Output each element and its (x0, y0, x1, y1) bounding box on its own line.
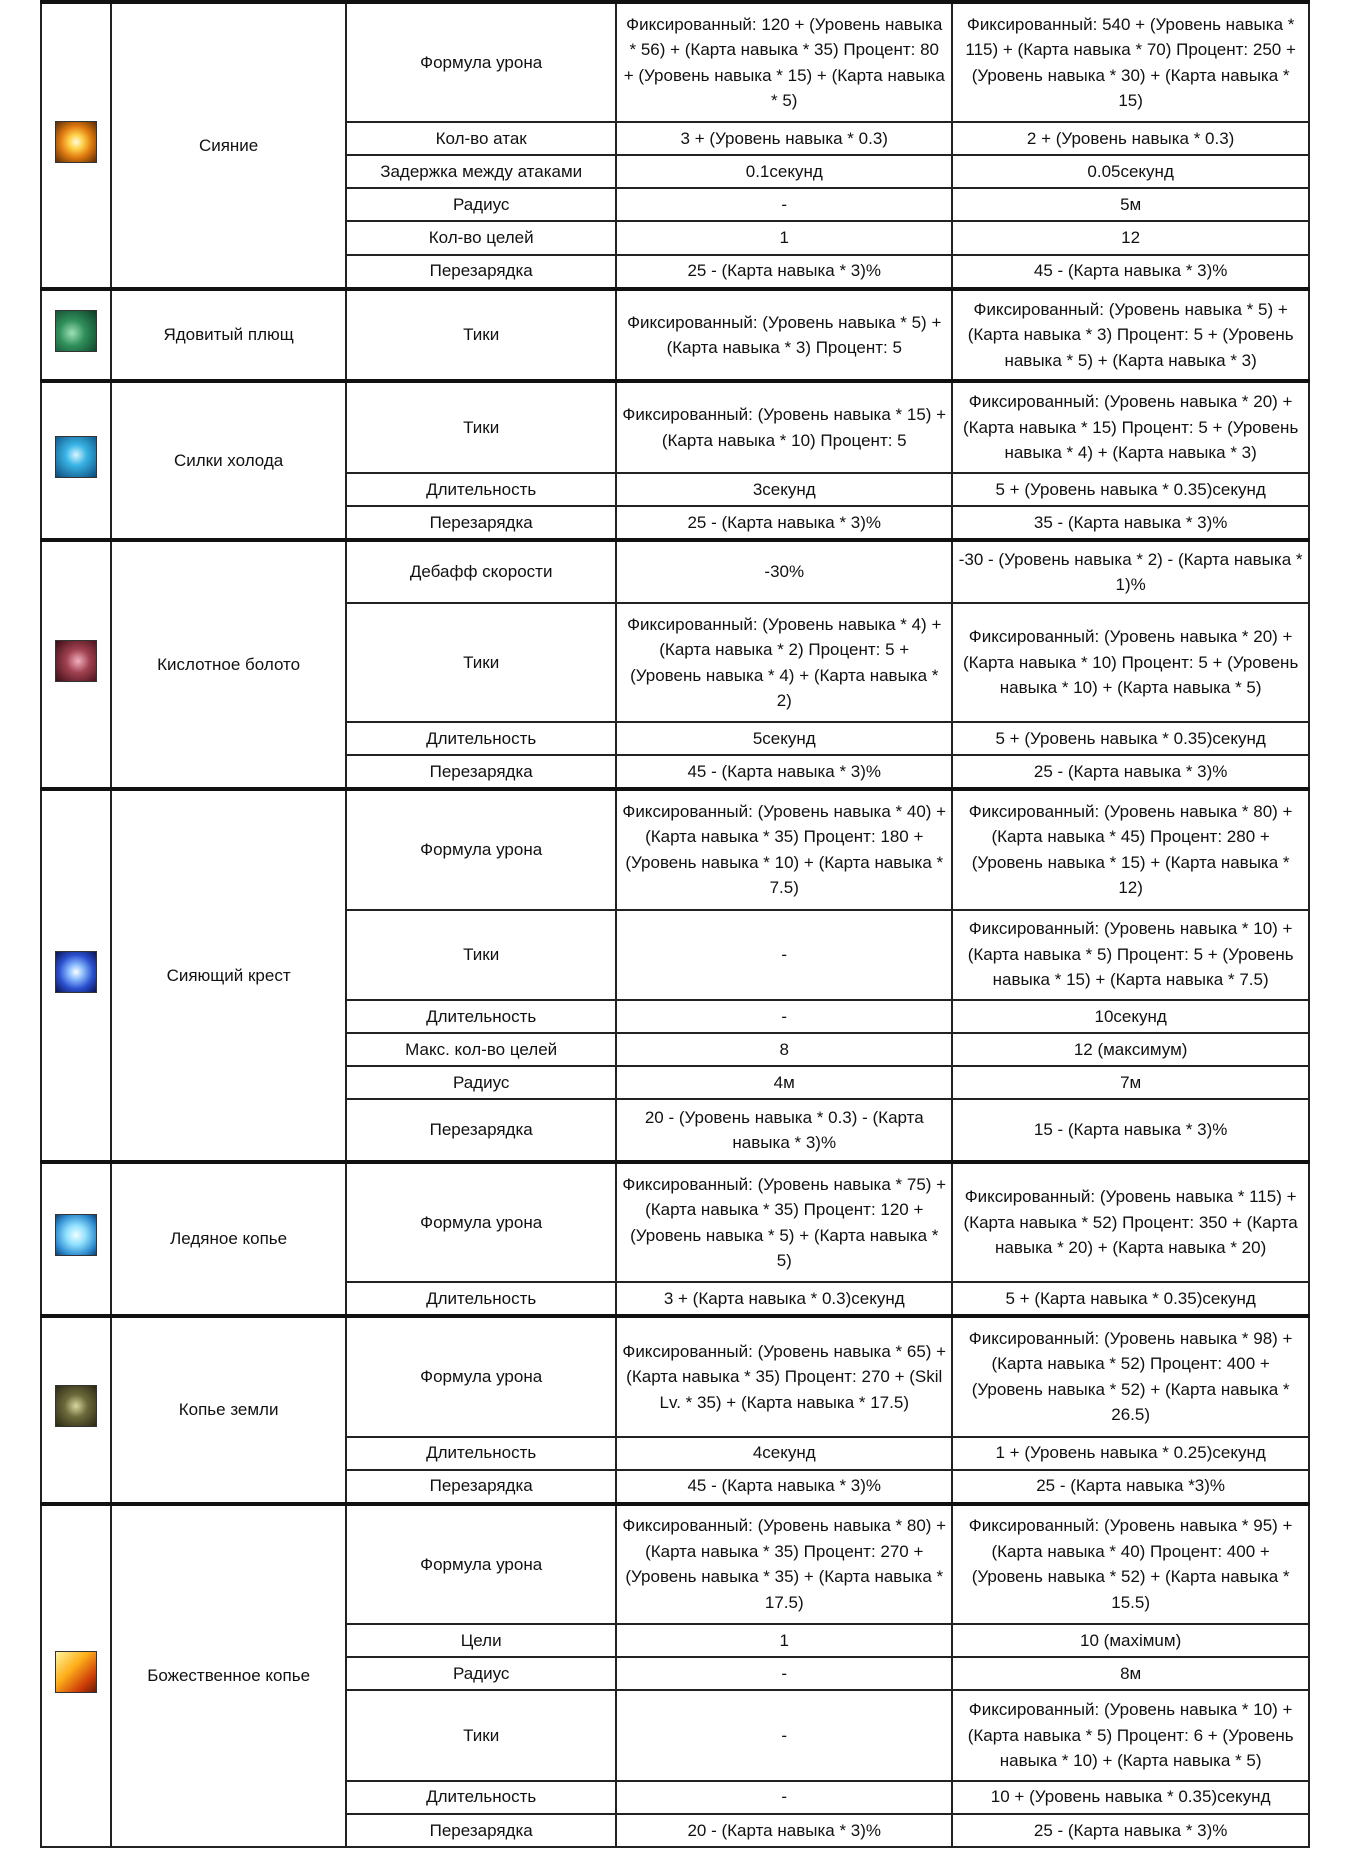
skill-name: Копье земли (111, 1316, 346, 1503)
skill-value-base: - (616, 1781, 952, 1814)
skill-value-enhanced: Фиксированный: (Уровень навыка * 20) + (Карта навыка * 15) Процент: 5 + (Уровень навыка * 4) + (Карта навыка * 3) (952, 381, 1309, 472)
skill-param: Радиус (346, 1657, 616, 1690)
skill-value-base: 3 + (Карта навыка * 0.3)секунд (616, 1282, 952, 1316)
skill-value-enhanced: 5 + (Уровень навыка * 0.35)секунд (952, 722, 1309, 755)
skill-icon-cell (41, 1162, 111, 1316)
table-row (41, 1316, 1309, 1436)
skill-param: Перезарядка (346, 1099, 616, 1162)
skill-value-base: Фиксированный: (Уровень навыка * 75) + (Карта навыка * 35) Процент: 120 + (Уровень навыка * 5) + (Карта навыка * 5) (616, 1162, 952, 1282)
skill-param: Тики (346, 381, 616, 472)
skill-param: Макс. кол-во целей (346, 1033, 616, 1066)
skill-value-base: Фиксированный: (Уровень навыка * 5) + (Карта навыка * 3) Процент: 5 (616, 289, 952, 382)
skill-param: Длительность (346, 1282, 616, 1316)
skill-param: Перезарядка (346, 506, 616, 540)
skill-value-enhanced: 10 + (Уровень навыка * 0.35)секунд (952, 1781, 1309, 1814)
skill-value-enhanced: Фиксированный: (Уровень навыка * 80) + (Карта навыка * 45) Процент: 280 + (Уровень навыка * 15) + (Карта навыка * 12) (952, 789, 1309, 909)
skill-param: Цели (346, 1624, 616, 1657)
skill-value-base: 20 - (Карта навыка * 3)% (616, 1814, 952, 1847)
skill-param: Формула урона (346, 1504, 616, 1624)
acid-swamp-icon (55, 640, 97, 682)
skill-param: Формула урона (346, 1162, 616, 1282)
skill-value-enhanced: 10секунд (952, 1000, 1309, 1033)
skill-name: Ледяное копье (111, 1162, 346, 1316)
skill-value-enhanced: 5 + (Уровень навыка * 0.35)секунд (952, 473, 1309, 506)
skill-param: Формула урона (346, 2, 616, 122)
skill-value-enhanced: 10 (махімuм) (952, 1624, 1309, 1657)
skill-value-base: 8 (616, 1033, 952, 1066)
skill-icon-cell (41, 381, 111, 540)
skill-value-enhanced: 25 - (Карта навыка * 3)% (952, 755, 1309, 789)
skill-value-base: 25 - (Карта навыка * 3)% (616, 506, 952, 540)
skill-value-enhanced: Фиксированный: (Уровень навыка * 20) + (Карта навыка * 10) Процент: 5 + (Уровень навыка * 10) + (Карта навыка * 5) (952, 603, 1309, 722)
table-row (41, 789, 1309, 909)
skill-param: Формула урона (346, 1316, 616, 1436)
skill-icon-cell (41, 540, 111, 789)
skill-value-enhanced: Фиксированный: (Уровень навыка * 98) + (Карта навыка * 52) Процент: 400 + (Уровень навыка * 52) + (Карта навыка * 26.5) (952, 1316, 1309, 1436)
skill-value-enhanced: 25 - (Карта навыка * 3)% (952, 1814, 1309, 1847)
skill-param: Кол-во атак (346, 122, 616, 155)
skill-value-enhanced: 8м (952, 1657, 1309, 1690)
table-row (41, 1504, 1309, 1624)
skill-value-base: Фиксированный: (Уровень навыка * 4) + (Карта навыка * 2) Процент: 5 + (Уровень навыка * 4) + (Карта навыка * 2) (616, 603, 952, 722)
skill-icon-cell (41, 1504, 111, 1847)
skill-param: Перезарядка (346, 755, 616, 789)
skill-value-base: -30% (616, 540, 952, 603)
skill-value-base: Фиксированный: (Уровень навыка * 80) + (Карта навыка * 35) Процент: 270 + (Уровень навыка * 35) + (Карта навыка * 17.5) (616, 1504, 952, 1624)
skill-value-enhanced: 5 + (Карта навыка * 0.35)секунд (952, 1282, 1309, 1316)
skill-value-enhanced: 12 (максимум) (952, 1033, 1309, 1066)
skill-param: Тики (346, 289, 616, 382)
skill-param: Перезарядка (346, 1814, 616, 1847)
skill-param: Длительность (346, 1000, 616, 1033)
skill-value-base: Фиксированный: (Уровень навыка * 65) + (Карта навыка * 35) Процент: 270 + (Skil Lv. * 35) + (Карта навыка * 17.5) (616, 1316, 952, 1436)
skill-value-enhanced: Фиксированный: (Уровень навыка * 95) + (Карта навыка * 40) Процент: 400 + (Уровень навыка * 52) + (Карта навыка * 15.5) (952, 1504, 1309, 1624)
skill-icon-cell (41, 2, 111, 289)
skill-stats-body (41, 2, 1309, 1847)
skill-value-base: Фиксированный: 120 + (Уровень навыка * 56) + (Карта навыка * 35) Процент: 80 + (Уровень навыка * 15) + (Карта навыка * 5) (616, 2, 952, 122)
skill-value-base: - (616, 910, 952, 1000)
skill-value-base: 45 - (Карта навыка * 3)% (616, 755, 952, 789)
skill-param: Формула урона (346, 789, 616, 909)
skill-value-enhanced: -30 - (Уровень навыка * 2) - (Карта навыка * 1)% (952, 540, 1309, 603)
frost-snare-icon (55, 436, 97, 478)
skill-value-base: 1 (616, 1624, 952, 1657)
radiant-cross-icon (55, 951, 97, 993)
skill-name: Кислотное болото (111, 540, 346, 789)
skill-param: Длительность (346, 473, 616, 506)
skill-value-base: Фиксированный: (Уровень навыка * 15) + (Карта навыка * 10) Процент: 5 (616, 381, 952, 472)
ice-spear-icon (55, 1214, 97, 1256)
skill-value-enhanced: Фиксированный: (Уровень навыка * 115) + (Карта навыка * 52) Процент: 350 + (Карта навыка * 20) + (Карта навыка * 20) (952, 1162, 1309, 1282)
skill-value-base: 20 - (Уровень навыка * 0.3) - (Карта навыка * 3)% (616, 1099, 952, 1162)
skill-param: Тики (346, 910, 616, 1000)
skill-value-base: - (616, 1000, 952, 1033)
poison-ivy-icon (55, 310, 97, 352)
skill-value-base: 3секунд (616, 473, 952, 506)
skill-value-base: - (616, 1657, 952, 1690)
skill-value-enhanced: 45 - (Карта навыка * 3)% (952, 255, 1309, 289)
skill-param: Дебафф скорости (346, 540, 616, 603)
skill-value-enhanced: 7м (952, 1066, 1309, 1099)
skill-value-base: 4м (616, 1066, 952, 1099)
skill-name: Сияние (111, 2, 346, 289)
skill-name: Ядовитый плющ (111, 289, 346, 382)
skill-value-base: - (616, 1690, 952, 1780)
earth-spear-icon (55, 1385, 97, 1427)
table-row (41, 289, 1309, 382)
skill-value-base: Фиксированный: (Уровень навыка * 40) + (Карта навыка * 35) Процент: 180 + (Уровень навыка * 10) + (Карта навыка * 7.5) (616, 789, 952, 909)
skill-value-base: 25 - (Карта навыка * 3)% (616, 255, 952, 289)
skill-icon-cell (41, 289, 111, 382)
skill-param: Радиус (346, 1066, 616, 1099)
skill-param: Длительность (346, 1781, 616, 1814)
skill-param: Кол-во целей (346, 221, 616, 254)
skill-value-enhanced: 0.05секунд (952, 155, 1309, 188)
skill-param: Тики (346, 1690, 616, 1780)
skill-value-enhanced: 1 + (Уровень навыка * 0.25)секунд (952, 1437, 1309, 1470)
skill-value-enhanced: 25 - (Карта навыка *3)% (952, 1470, 1309, 1504)
skill-value-enhanced: Фиксированный: (Уровень навыка * 10) + (Карта навыка * 5) Процент: 5 + (Уровень навыка * 15) + (Карта навыка * 7.5) (952, 910, 1309, 1000)
table-row (41, 1162, 1309, 1282)
table-row (41, 540, 1309, 603)
skill-name: Божественное копье (111, 1504, 346, 1847)
skill-param: Перезарядка (346, 1470, 616, 1504)
skill-icon-cell (41, 1316, 111, 1503)
skill-value-enhanced: 15 - (Карта навыка * 3)% (952, 1099, 1309, 1162)
skill-value-enhanced: Фиксированный: 540 + (Уровень навыка * 115) + (Карта навыка * 70) Процент: 250 + (Уровень навыка * 30) + (Карта навыка * 15) (952, 2, 1309, 122)
skill-param: Длительность (346, 722, 616, 755)
skill-param: Длительность (346, 1437, 616, 1470)
skill-value-base: 1 (616, 221, 952, 254)
skill-value-enhanced: Фиксированный: (Уровень навыка * 10) + (Карта навыка * 5) Процент: 6 + (Уровень навыка * 10) + (Карта навыка * 5) (952, 1690, 1309, 1780)
skill-value-enhanced: 12 (952, 221, 1309, 254)
skill-value-base: - (616, 188, 952, 221)
radiance-icon (55, 121, 97, 163)
skill-icon-cell (41, 789, 111, 1162)
skill-param: Тики (346, 603, 616, 722)
skill-name: Сияющий крест (111, 789, 346, 1162)
table-row (41, 381, 1309, 472)
skill-value-enhanced: 35 - (Карта навыка * 3)% (952, 506, 1309, 540)
skill-value-base: 3 + (Уровень навыка * 0.3) (616, 122, 952, 155)
skill-value-base: 4секунд (616, 1437, 952, 1470)
skill-value-enhanced: 5м (952, 188, 1309, 221)
skill-param: Задержка между атаками (346, 155, 616, 188)
skill-param: Радиус (346, 188, 616, 221)
skill-value-base: 45 - (Карта навыка * 3)% (616, 1470, 952, 1504)
skill-stats-table (40, 0, 1310, 1848)
skill-value-base: 0.1секунд (616, 155, 952, 188)
skill-value-base: 5секунд (616, 722, 952, 755)
skill-value-enhanced: Фиксированный: (Уровень навыка * 5) + (Карта навыка * 3) Процент: 5 + (Уровень навыка * 5) + (Карта навыка * 3) (952, 289, 1309, 382)
skill-value-enhanced: 2 + (Уровень навыка * 0.3) (952, 122, 1309, 155)
table-row (41, 2, 1309, 122)
skill-name: Силки холода (111, 381, 346, 540)
divine-spear-icon (55, 1651, 97, 1693)
skill-param: Перезарядка (346, 255, 616, 289)
